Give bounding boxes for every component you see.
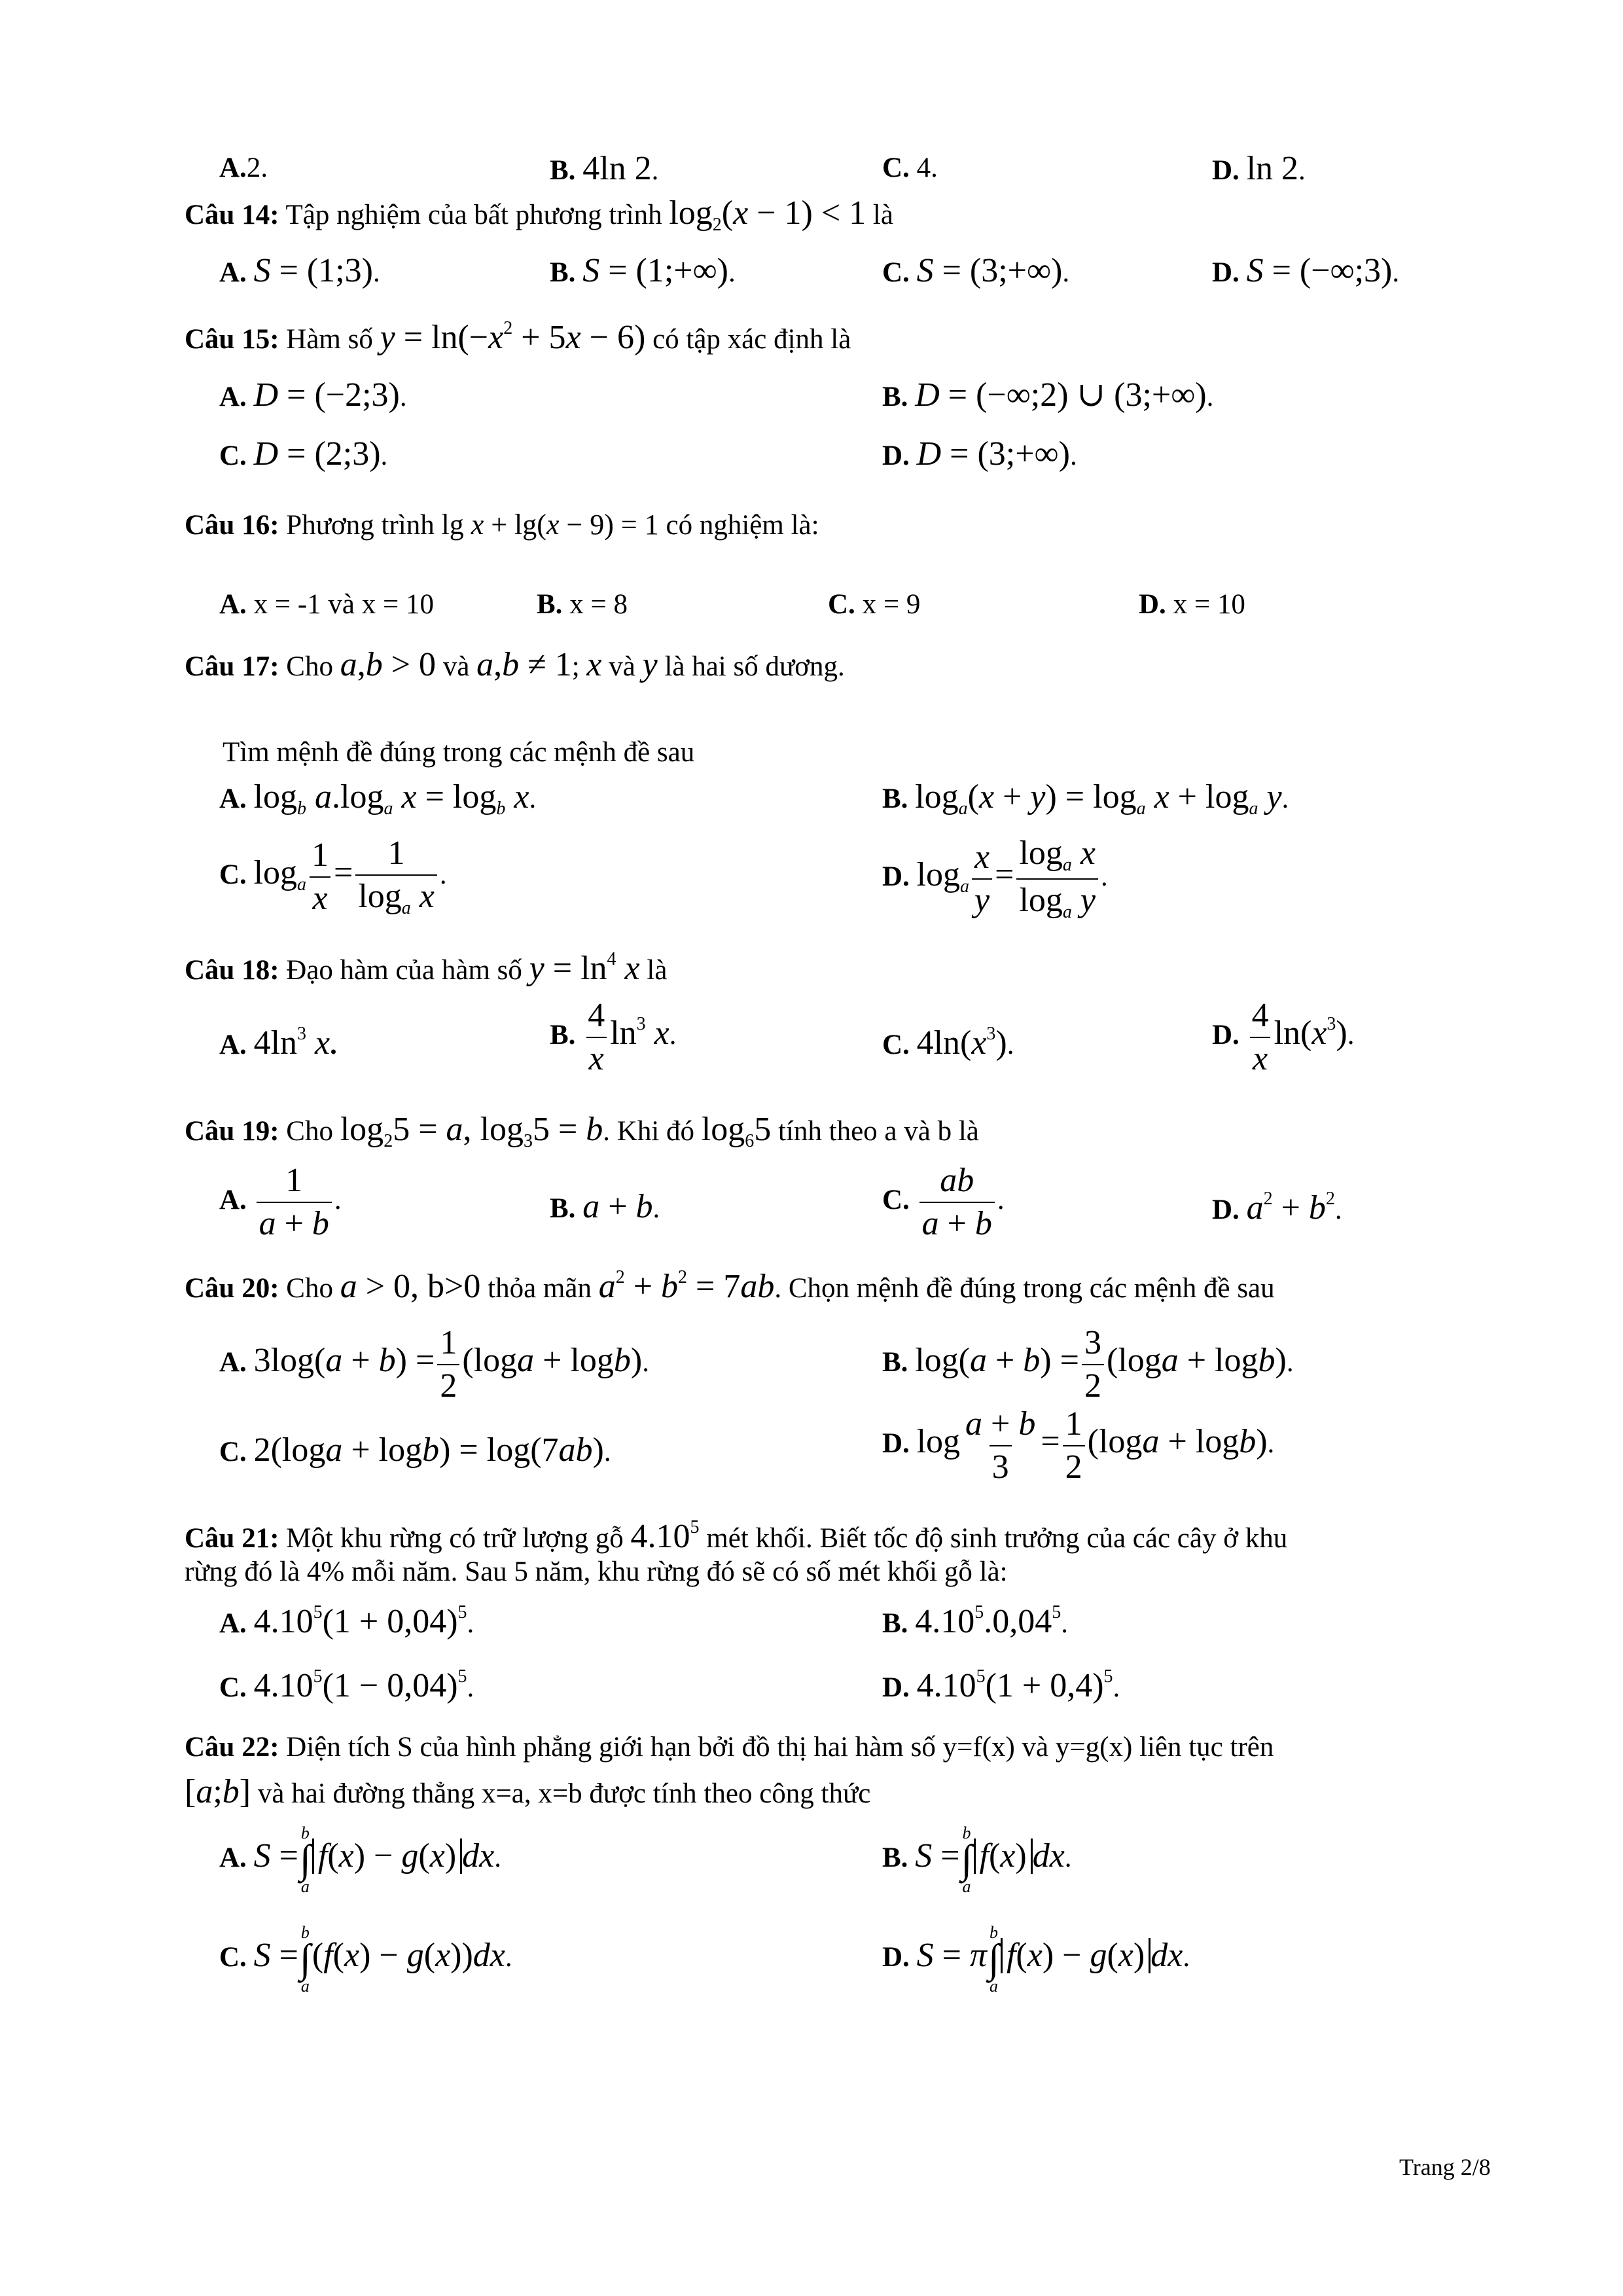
q15-option-c: C. D = (2;3). (219, 435, 388, 473)
q17-instruction: Tìm mệnh đề đúng trong các mệnh đề sau (223, 737, 695, 768)
q20-option-d: D. log $\frac{a + b}{3}$ = $\frac{1}{2}$ (loga + logb). (882, 1405, 1275, 1486)
q16-option-a: A. x = -1 và x = 10 (219, 589, 434, 620)
q13-option-a: A.2. (219, 152, 268, 183)
q18-option-d: D. $\frac{4}{x}$ $\ln(x^3)$. (1212, 997, 1355, 1077)
q20-option-a: A. 3log(a + b) = $\frac{1}{2}$ (loga + logb). (219, 1324, 649, 1405)
q16-option-d: D. x = 10 (1139, 589, 1245, 620)
q21-option-a: A. $4.10^5(1 + 0,04)^5$. (219, 1602, 474, 1640)
q22-stem-line2: [a;b] và hai đường thẳng x=a, x=b được tính theo công thức (185, 1773, 871, 1810)
q22-option-d: D. S = π b ∫ a f(x) − g(x) dx. (882, 1923, 1190, 1996)
q17-stem: Câu 17: Cho a,b > 0 và a,b ≠ 1; x và y là hai số dương. (185, 646, 845, 683)
q14-option-c: C. S = (3;+∞). (882, 252, 1070, 289)
q20-stem: Câu 20: Cho a > 0, b>0 thỏa mãn $a^2 + b^2 = 7ab$. Chọn mệnh đề đúng trong các mệnh đề sau (185, 1267, 1275, 1305)
q21-option-c: C. $4.10^5(1 - 0,04)^5$. (219, 1666, 474, 1704)
q15-option-b: B. D = (−∞;2) ∪ (3;+∞). (882, 376, 1214, 414)
q22-option-c: C. S = b ∫ a (f(x) − g(x))dx. (219, 1923, 512, 1996)
q18-option-a: A. $4\ln^3$ x. (219, 1024, 337, 1062)
q21-stem-line2: rừng đó là 4% mỗi năm. Sau 5 năm, khu rừng đó sẽ có số mét khối gỗ là: (185, 1556, 1008, 1587)
q13-option-b: B. 4ln 2. (550, 150, 659, 187)
q13-option-c: C. 4. (882, 152, 938, 183)
q16-option-c: C. x = 9 (828, 589, 921, 620)
q17-option-b: B. $\log_a(x + y) = \log_a x + \log_a y$. (882, 778, 1289, 819)
q22-option-a: A. S = b ∫ a f(x) − g(x) dx. (219, 1823, 501, 1896)
q19-option-c: C. $\frac{ab}{a + b}$ . (882, 1162, 1005, 1242)
q19-option-d: D. $a^2 + b^2$. (1212, 1189, 1342, 1227)
q22-option-b: B. S = b ∫ a f(x) dx. (882, 1823, 1072, 1896)
q17-option-d: D. $\log_a$ $\frac{x}{y}$ = $\frac{\log_a x}{\log_a y}$ . (882, 834, 1108, 922)
q18-option-c: C. $4\ln(x^3)$. (882, 1024, 1014, 1062)
q17-option-a: A. $\log_b a.\log_a$ $x = \log_b x$. (219, 778, 537, 819)
q22-stem: Câu 22: Diện tích S của hình phẳng giới hạn bởi đồ thị hai hàm số y=f(x) và y=g(x) liên tục trên (185, 1732, 1274, 1763)
q20-option-b: B. log(a + b) = $\frac{3}{2}$ (loga + logb). (882, 1324, 1294, 1405)
q21-option-d: D. $4.10^5(1 + 0,4)^5$. (882, 1666, 1120, 1704)
q14-option-b: B. S = (1;+∞). (550, 252, 736, 289)
q17-option-c: C. $\log_a$ $\frac{1}{x}$ = $\frac{1}{\log_a x}$ . (219, 834, 447, 918)
q15-option-a: A. D = (−2;3). (219, 376, 407, 414)
q16-option-b: B. x = 8 (537, 589, 628, 620)
q14-stem: Câu 14: Tập nghiệm của bất phương trình log2(x − 1) < 1 là (185, 194, 893, 235)
page-number: Trang 2/8 (1399, 2154, 1491, 2180)
q18-option-b: B. $\frac{4}{x}$ $\ln^3 x$. (550, 997, 677, 1077)
q18-stem: Câu 18: Đạo hàm của hàm số $y = \ln^4 x$ là (185, 949, 668, 987)
q21-stem: Câu 21: Một khu rừng có trữ lượng gỗ 4.10$^5$ mét khối. Biết tốc độ sinh trưởng của các cây ở khu (185, 1517, 1288, 1555)
q13-option-d: D. ln 2. (1212, 150, 1306, 187)
q19-stem: Câu 19: Cho log25 = a, log35 = b. Khi đó log65 tính theo a và b là (185, 1111, 979, 1151)
q19-option-b: B. a + b. (550, 1188, 660, 1225)
q14-option-d: D. S = (−∞;3). (1212, 252, 1400, 289)
q16-stem: Câu 16: Phương trình lg x + lg(x − 9) = 1 có nghiệm là: (185, 509, 819, 541)
q21-option-b: B. 4.10$^5$.0,04$^5$. (882, 1602, 1068, 1640)
q14-option-a: A. S = (1;3). (219, 252, 380, 289)
q15-option-d: D. D = (3;+∞). (882, 435, 1077, 473)
q20-option-c: C. 2(loga + logb) = log(7ab). (219, 1431, 611, 1469)
q15-stem: Câu 15: Hàm số $y = \ln(-x^2 + 5x - 6)$ có tập xác định là (185, 318, 851, 356)
q19-option-a: A. $\frac{1}{a + b}$ . (219, 1162, 342, 1242)
